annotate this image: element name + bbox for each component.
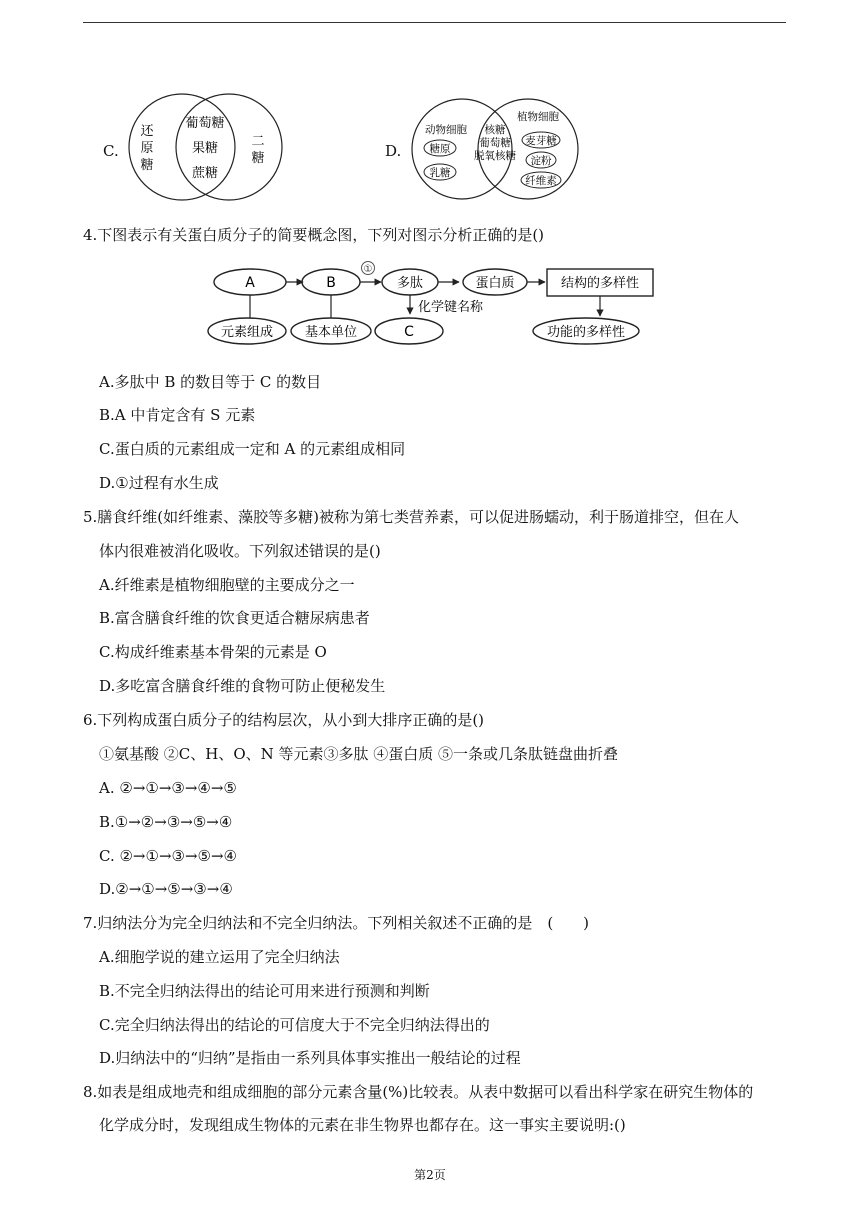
node-function-label: 功能的多样性 bbox=[546, 325, 626, 340]
q6-option-a: A. ②→①→③→④→⑤ bbox=[99, 779, 237, 797]
option-c-label: C. bbox=[103, 142, 119, 160]
q5-option-c: C.构成纤维素基本骨架的元素是 O bbox=[99, 643, 327, 661]
venn-c-left-3: 糖 bbox=[140, 158, 154, 173]
venn-c-mid-2: 果糖 bbox=[191, 141, 219, 156]
q4-option-a: A.多肽中 B 的数目等于 C 的数目 bbox=[99, 373, 322, 391]
q5-option-d: D.多吃富含膳食纤维的食物可防止便秘发生 bbox=[99, 677, 386, 695]
q4-option-b: B.A 中肯定含有 S 元素 bbox=[99, 406, 256, 424]
venn-d-mid-2: 葡萄糖 bbox=[479, 137, 511, 149]
node-polypeptide-label: 多肽 bbox=[396, 276, 424, 291]
venn-c-left-2: 原 bbox=[140, 141, 154, 156]
node-protein-label: 蛋白质 bbox=[475, 276, 515, 291]
protein-concept-map bbox=[205, 258, 665, 350]
q7-option-c: C.完全归纳法得出的结论的可信度大于不完全归纳法得出的 bbox=[99, 1016, 490, 1034]
venn-c-mid-1: 葡萄糖 bbox=[185, 116, 225, 131]
node-structure-label: 结构的多样性 bbox=[560, 276, 640, 291]
q7-stem: 7.归纳法分为完全归纳法和不完全归纳法。下列相关叙述不正确的是 ( ) bbox=[83, 914, 590, 932]
q8-stem-line-1: 8.如表是组成地壳和组成细胞的部分元素含量(%)比较表。从表中数据可以看出科学家在研究生物体的 bbox=[83, 1083, 754, 1101]
node-b-label: B bbox=[326, 275, 336, 291]
venn-d-mid-1: 核糖 bbox=[484, 124, 506, 136]
q5-option-b: B.富含膳食纤维的饮食更适合糖尿病患者 bbox=[99, 609, 370, 627]
q6-option-b: B.①→②→③→⑤→④ bbox=[99, 813, 233, 831]
q6-option-c: C. ②→①→③→⑤→④ bbox=[99, 847, 237, 865]
page-number: 第2页 bbox=[414, 1168, 446, 1182]
venn-d-right-item-1: 麦芽糖 bbox=[525, 135, 557, 147]
step-one-label: ① bbox=[363, 264, 373, 275]
q7-option-a: A.细胞学说的建立运用了完全归纳法 bbox=[99, 948, 340, 966]
venn-d-left-item-1: 糖原 bbox=[429, 143, 451, 155]
venn-d-mid-3: 脱氧核糖 bbox=[474, 150, 516, 162]
q5-option-a: A.纤维素是植物细胞壁的主要成分之一 bbox=[99, 576, 355, 594]
venn-d-left-item-2: 乳糖 bbox=[429, 167, 451, 179]
q5-stem-line-1: 5.膳食纤维(如纤维素、藻胶等多糖)被称为第七类营养素，可以促进肠蠕动，利于肠道排空，但在人 bbox=[83, 508, 740, 526]
node-elements-label: 元素组成 bbox=[220, 325, 274, 340]
venn-d-right-item-3: 纤维素 bbox=[525, 175, 557, 187]
venn-c-right-2: 糖 bbox=[251, 151, 265, 166]
venn-diagram-d bbox=[410, 93, 582, 205]
q6-items: ①氨基酸 ②C、H、O、N 等元素③多肽 ④蛋白质 ⑤一条或几条肽链盘曲折叠 bbox=[99, 745, 619, 763]
q6-stem: 6.下列构成蛋白质分子的结构层次，从小到大排序正确的是() bbox=[83, 711, 485, 729]
venn-d-right-item-2: 淀粉 bbox=[530, 155, 552, 167]
venn-diagram-c bbox=[125, 90, 285, 205]
node-unit-label: 基本单位 bbox=[304, 325, 358, 340]
venn-c-right-1: 二 bbox=[251, 134, 265, 149]
q8-stem-line-2: 化学成分时，发现组成生物体的元素在非生物界也都存在。这一事实主要说明:() bbox=[99, 1116, 626, 1134]
node-c-label: C bbox=[404, 324, 414, 340]
q4-stem: 4.下图表示有关蛋白质分子的简要概念图，下列对图示分析正确的是() bbox=[83, 226, 545, 244]
venn-d-left-title: 动物细胞 bbox=[425, 124, 467, 136]
q7-option-b: B.不完全归纳法得出的结论可用来进行预测和判断 bbox=[99, 982, 430, 1000]
venn-d-right-title: 植物细胞 bbox=[517, 111, 559, 123]
venn-c-left-1: 还 bbox=[140, 124, 154, 139]
q6-option-d: D.②→①→⑤→③→④ bbox=[99, 880, 233, 898]
q4-option-d: D.①过程有水生成 bbox=[99, 474, 219, 492]
q4-option-c: C.蛋白质的元素组成一定和 A 的元素组成相同 bbox=[99, 440, 406, 458]
option-d-label: D. bbox=[385, 142, 402, 160]
header-rule bbox=[83, 22, 786, 23]
venn-c-mid-3: 蔗糖 bbox=[191, 166, 219, 181]
node-a-label: A bbox=[245, 275, 255, 291]
q5-stem-line-2: 体内很难被消化吸收。下列叙述错误的是() bbox=[99, 542, 381, 560]
q7-option-d: D.归纳法中的“归纳”是指由一系列具体事实推出一般结论的过程 bbox=[99, 1049, 521, 1067]
bond-name-label: 化学键名称 bbox=[418, 300, 484, 315]
